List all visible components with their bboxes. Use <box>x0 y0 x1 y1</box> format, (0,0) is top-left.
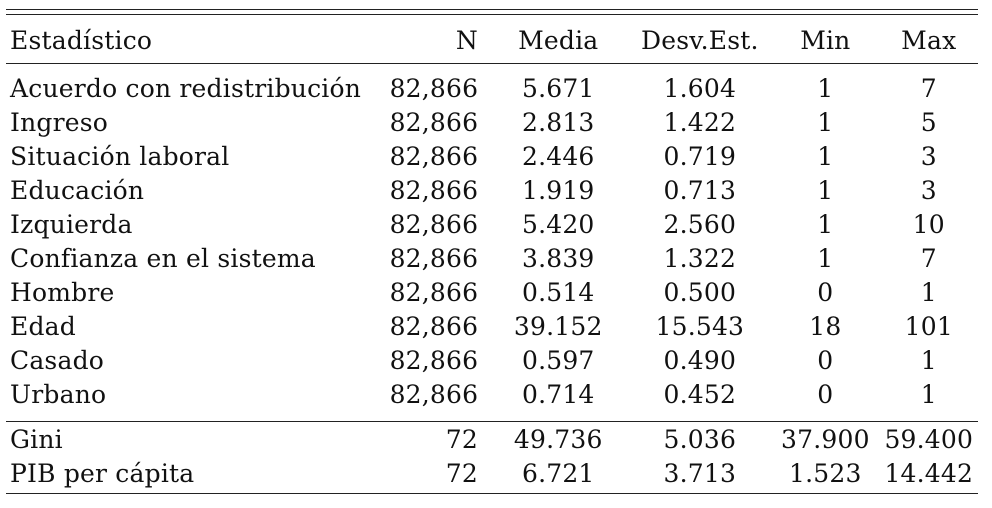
cell-min: 1 <box>817 176 834 205</box>
cell-min: 1 <box>817 142 834 171</box>
cell-sd: 0.490 <box>663 346 737 375</box>
cell-min: 1 <box>817 108 834 137</box>
table-row <box>6 423 978 457</box>
cell-mean: 1.919 <box>521 176 595 205</box>
cell-mean: 0.714 <box>521 380 595 409</box>
table-row <box>6 276 978 310</box>
cell-min: 37.900 <box>781 425 870 454</box>
cell-n: 82,866 <box>389 142 479 171</box>
cell-mean: 2.813 <box>521 108 595 137</box>
cell-n: 82,866 <box>389 312 479 341</box>
cell-mean: 0.597 <box>521 346 595 375</box>
cell-mean: 0.514 <box>521 278 595 307</box>
cell-mean: 39.152 <box>513 312 603 341</box>
cell-min: 1 <box>817 74 834 103</box>
table-row <box>6 242 978 276</box>
cell-sd: 1.604 <box>663 74 737 103</box>
header-row <box>6 24 978 58</box>
row-label: Izquierda <box>10 210 133 239</box>
cell-max: 101 <box>904 312 953 341</box>
cell-mean: 6.721 <box>521 459 595 488</box>
section-rule <box>6 421 978 422</box>
cell-max: 1 <box>920 346 937 375</box>
table-header <box>6 24 978 58</box>
row-label: Edad <box>10 312 76 341</box>
table-row <box>6 72 978 106</box>
cell-min: 1 <box>817 210 834 239</box>
table-row <box>6 310 978 344</box>
cell-sd: 5.036 <box>663 425 737 454</box>
cell-n: 82,866 <box>389 380 479 409</box>
cell-max: 7 <box>920 244 937 273</box>
header-mean: Media <box>518 26 599 55</box>
row-label: Confianza en el sistema <box>10 244 316 273</box>
cell-n: 82,866 <box>389 176 479 205</box>
cell-mean: 2.446 <box>521 142 595 171</box>
cell-n: 82,866 <box>389 244 479 273</box>
top-double-rule-1 <box>6 9 978 10</box>
row-label: Hombre <box>10 278 115 307</box>
cell-sd: 0.719 <box>663 142 737 171</box>
cell-min: 1 <box>817 244 834 273</box>
row-label: Ingreso <box>10 108 109 137</box>
row-label: Casado <box>10 346 105 375</box>
row-label: Educación <box>10 176 145 205</box>
row-label: Gini <box>10 425 63 454</box>
table-row <box>6 378 978 412</box>
table-row <box>6 140 978 174</box>
cell-sd: 0.452 <box>663 380 737 409</box>
row-label: Acuerdo con redistribución <box>10 74 362 103</box>
cell-sd: 1.422 <box>663 108 737 137</box>
cell-sd: 0.500 <box>663 278 737 307</box>
country-variables-body <box>6 423 978 491</box>
cell-min: 0 <box>817 346 834 375</box>
cell-n: 82,866 <box>389 108 479 137</box>
cell-max: 14.442 <box>884 459 974 488</box>
cell-min: 1.523 <box>789 459 862 488</box>
row-label: PIB per cápita <box>10 459 195 488</box>
cell-sd: 2.560 <box>663 210 737 239</box>
cell-max: 10 <box>912 210 945 239</box>
cell-mean: 3.839 <box>521 244 595 273</box>
cell-n: 72 <box>445 459 478 488</box>
header-statistic: Estadístico <box>10 26 153 55</box>
cell-n: 82,866 <box>389 278 479 307</box>
top-double-rule-2 <box>6 14 978 15</box>
table-row <box>6 174 978 208</box>
cell-n: 82,866 <box>389 346 479 375</box>
table-row <box>6 106 978 140</box>
cell-max: 5 <box>920 108 937 137</box>
cell-min: 18 <box>809 312 842 341</box>
cell-mean: 49.736 <box>513 425 603 454</box>
row-label: Urbano <box>10 380 107 409</box>
table-row <box>6 344 978 378</box>
header-sd: Desv.Est. <box>641 26 759 55</box>
cell-max: 3 <box>920 176 937 205</box>
header-n: N <box>455 26 478 55</box>
cell-sd: 15.543 <box>655 312 745 341</box>
header-min: Min <box>800 26 851 55</box>
cell-min: 0 <box>817 278 834 307</box>
cell-n: 82,866 <box>389 74 479 103</box>
header-max: Max <box>901 26 957 55</box>
cell-min: 0 <box>817 380 834 409</box>
cell-max: 59.400 <box>884 425 974 454</box>
cell-mean: 5.671 <box>521 74 595 103</box>
cell-mean: 5.420 <box>521 210 595 239</box>
cell-max: 1 <box>920 380 937 409</box>
cell-n: 72 <box>445 425 478 454</box>
cell-sd: 0.713 <box>663 176 737 205</box>
header-rule <box>6 63 978 64</box>
individual-variables-body <box>6 72 978 412</box>
cell-sd: 3.713 <box>663 459 737 488</box>
cell-max: 7 <box>920 74 937 103</box>
cell-max: 3 <box>920 142 937 171</box>
row-label: Situación laboral <box>10 142 230 171</box>
cell-max: 1 <box>920 278 937 307</box>
table-row <box>6 457 978 491</box>
cell-sd: 1.322 <box>663 244 737 273</box>
bottom-rule <box>6 493 978 494</box>
cell-n: 82,866 <box>389 210 479 239</box>
table-row <box>6 208 978 242</box>
